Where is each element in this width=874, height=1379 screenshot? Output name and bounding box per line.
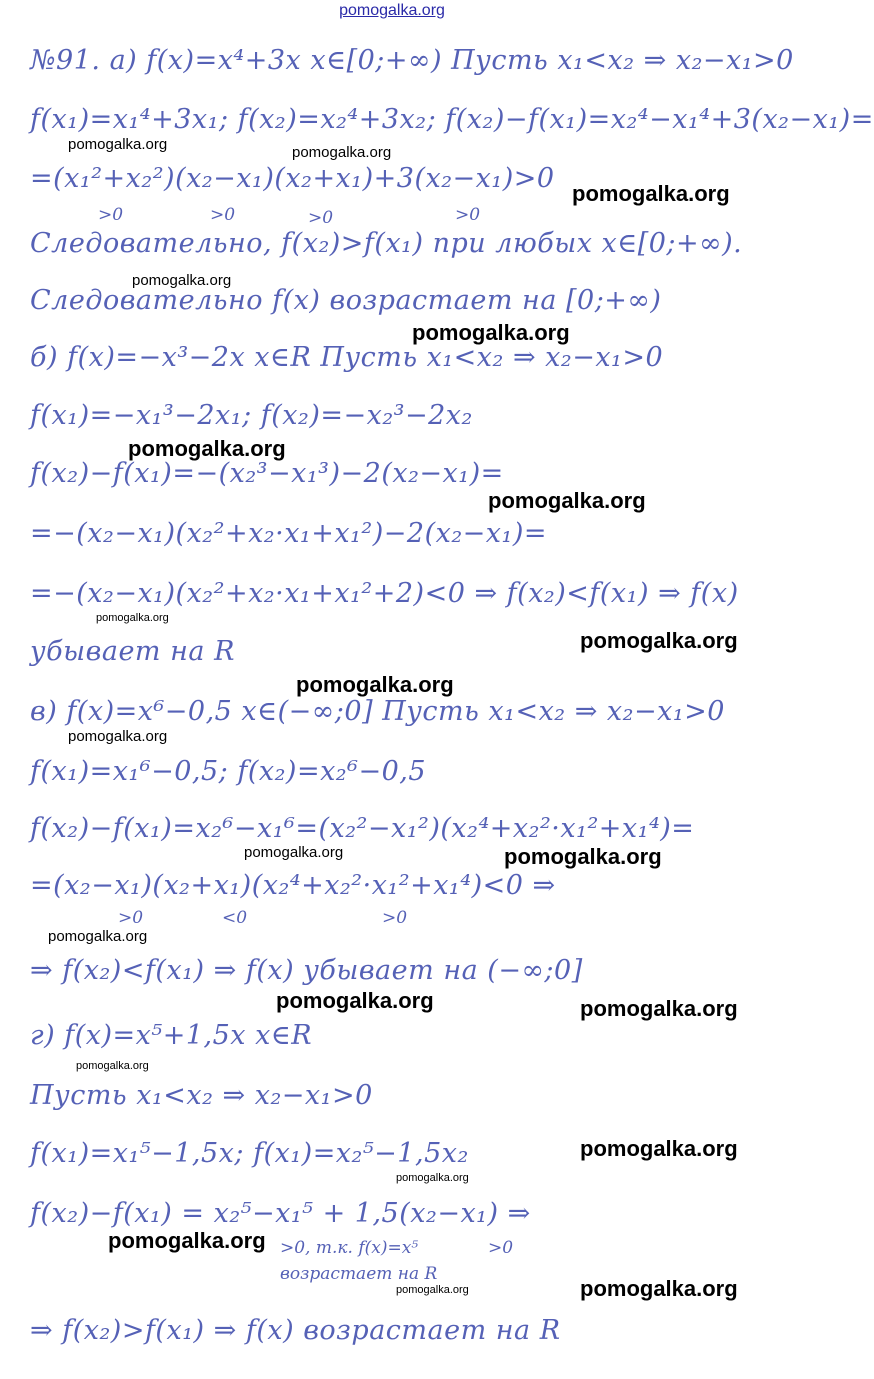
- line-91a-statement: №91. а) f(x)=x⁴+3x x∈[0;+∞) Пусть x₁<x₂ ⇒ x₂−x₁>0: [30, 45, 794, 76]
- watermark: pomogalka.org: [396, 1284, 469, 1296]
- line-91b-statement: б) f(x)=−x³−2x x∈R Пусть x₁<x₂ ⇒ x₂−x₁>0: [30, 342, 664, 373]
- site-header-link[interactable]: pomogalka.org: [339, 2, 445, 19]
- line-91b-diff: f(x₂)−f(x₁)=−(x₂³−x₁³)−2(x₂−x₁)=: [30, 458, 504, 489]
- line-91b-values: f(x₁)=−x₁³−2x₁; f(x₂)=−x₂³−2x₂: [30, 400, 473, 431]
- line-91g-statement: г) f(x)=x⁵+1,5x x∈R: [30, 1020, 313, 1051]
- watermark: pomogalka.org: [396, 1172, 469, 1184]
- watermark: pomogalka.org: [276, 988, 434, 1013]
- watermark: pomogalka.org: [68, 136, 168, 153]
- line-91a-conclusion2: Следовательно f(x) возрастает на [0;+∞): [30, 285, 662, 316]
- brace-label: >0: [488, 1238, 514, 1258]
- brace-label: >0: [210, 205, 236, 225]
- watermark: pomogalka.org: [76, 1060, 149, 1072]
- watermark: pomogalka.org: [580, 1136, 738, 1161]
- line-91a-conclusion1: Следовательно, f(x₂)>f(x₁) при любых x∈[0;+∞).: [30, 228, 743, 259]
- line-91a-factor: =(x₁²+x₂²)(x₂−x₁)(x₂+x₁)+3(x₂−x₁)>0: [30, 163, 555, 194]
- watermark: pomogalka.org: [244, 844, 344, 861]
- watermark: pomogalka.org: [412, 320, 570, 345]
- watermark: pomogalka.org: [68, 728, 168, 745]
- brace-note: >0, т.к. f(x)=x⁵: [280, 1238, 419, 1258]
- line-91b-factor: =−(x₂−x₁)(x₂²+x₂·x₁+x₁²)−2(x₂−x₁)=: [30, 518, 548, 549]
- brace-label: >0: [308, 208, 334, 228]
- line-91v-statement: в) f(x)=x⁶−0,5 x∈(−∞;0] Пусть x₁<x₂ ⇒ x₂−x₁>0: [30, 696, 725, 727]
- watermark: pomogalka.org: [580, 996, 738, 1021]
- line-91g-diff: f(x₂)−f(x₁) = x₂⁵−x₁⁵ + 1,5(x₂−x₁) ⇒: [30, 1198, 531, 1229]
- watermark: pomogalka.org: [572, 181, 730, 206]
- brace-label: >0: [455, 205, 481, 225]
- line-91b-result: =−(x₂−x₁)(x₂²+x₂·x₁+x₁²+2)<0 ⇒ f(x₂)<f(x₁) ⇒ f(x): [30, 578, 739, 609]
- line-91g-let: Пусть x₁<x₂ ⇒ x₂−x₁>0: [30, 1080, 373, 1111]
- watermark: pomogalka.org: [296, 672, 454, 697]
- brace-label: >0: [98, 205, 124, 225]
- line-91v-conclusion: ⇒ f(x₂)<f(x₁) ⇒ f(x) убывает на (−∞;0]: [30, 955, 583, 986]
- brace-label: >0: [382, 908, 408, 928]
- brace-note: возрастает на R: [280, 1264, 438, 1284]
- watermark: pomogalka.org: [48, 928, 148, 945]
- line-91a-values: f(x₁)=x₁⁴+3x₁; f(x₂)=x₂⁴+3x₂; f(x₂)−f(x₁)=x₂⁴−x₁⁴+3(x₂−x₁)=: [30, 104, 874, 135]
- line-91v-values: f(x₁)=x₁⁶−0,5; f(x₂)=x₂⁶−0,5: [30, 756, 427, 787]
- watermark: pomogalka.org: [580, 628, 738, 653]
- line-91g-conclusion: ⇒ f(x₂)>f(x₁) ⇒ f(x) возрастает на R: [30, 1315, 561, 1346]
- watermark: pomogalka.org: [488, 488, 646, 513]
- watermark: pomogalka.org: [128, 436, 286, 461]
- watermark: pomogalka.org: [108, 1228, 266, 1253]
- line-91v-factor: =(x₂−x₁)(x₂+x₁)(x₂⁴+x₂²·x₁²+x₁⁴)<0 ⇒: [30, 870, 556, 901]
- watermark: pomogalka.org: [504, 844, 662, 869]
- watermark: pomogalka.org: [580, 1276, 738, 1301]
- line-91g-values: f(x₁)=x₁⁵−1,5x; f(x₁)=x₂⁵−1,5x₂: [30, 1138, 469, 1169]
- watermark: pomogalka.org: [292, 144, 392, 161]
- brace-label: >0: [118, 908, 144, 928]
- brace-label: <0: [222, 908, 248, 928]
- line-91b-conclusion: убывает на R: [30, 636, 235, 667]
- watermark: pomogalka.org: [132, 272, 232, 289]
- watermark: pomogalka.org: [96, 612, 169, 624]
- line-91v-diff: f(x₂)−f(x₁)=x₂⁶−x₁⁶=(x₂²−x₁²)(x₂⁴+x₂²·x₁²+x₁⁴)=: [30, 813, 695, 844]
